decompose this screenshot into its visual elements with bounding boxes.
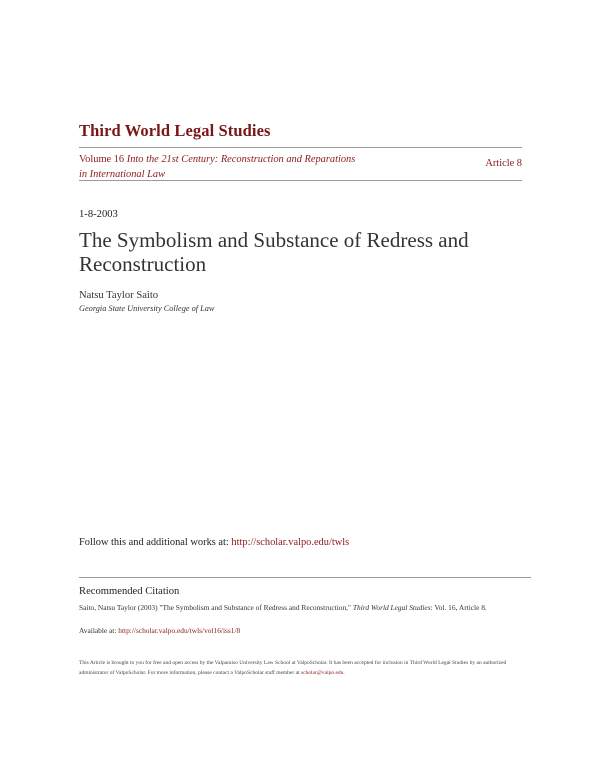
divider-citation [79, 577, 531, 578]
divider-bottom [79, 180, 522, 181]
journal-title[interactable]: Third World Legal Studies [79, 121, 271, 140]
contact-email-link[interactable]: scholar@valpo.edu [300, 669, 344, 676]
notice-text: This Article is brought to you for free and open access by the Valparaiso University Law School at ValpoScholar. It has been accepted for inclusion in Third World Legal Studies by an authorized administrator of ValpoScholar. For more information, please contact a ValpoScholar staff member at [79, 660, 507, 676]
citation-prefix: Saito, Natsu Taylor (2003) "The Symbolism and Substance of Redress and Reconstruction," [79, 603, 352, 612]
access-notice [79, 659, 529, 678]
follow-link[interactable]: http://scholar.valpo.edu/twls [231, 537, 350, 548]
follow-line [79, 537, 349, 548]
notice-end: . [343, 669, 345, 676]
volume-info[interactable] [79, 152, 359, 182]
article-title: The Symbolism and Substance of Redress and Reconstruction [79, 228, 469, 276]
available-at [79, 626, 240, 635]
recommended-citation-heading: Recommended Citation [79, 586, 180, 597]
available-label: Available at: [79, 626, 117, 635]
volume-number: Volume 16 [79, 154, 125, 165]
author-affiliation: Georgia State University College of Law [79, 304, 215, 313]
citation-suffix: : Vol. 16, Article 8. [430, 603, 487, 612]
article-number[interactable]: Article 8 [485, 158, 522, 169]
divider-top [79, 147, 522, 148]
citation-journal: Third World Legal Studies [352, 603, 431, 612]
author-name[interactable]: Natsu Taylor Saito [79, 290, 159, 301]
citation-text [79, 602, 524, 613]
follow-text: Follow this and additional works at: [79, 537, 229, 548]
available-link[interactable]: http://scholar.valpo.edu/twls/vol16/iss1/8 [118, 626, 241, 635]
volume-title: Into the 21st Century: Reconstruction and Reparations in International Law [79, 154, 356, 180]
publication-date: 1-8-2003 [79, 209, 118, 220]
